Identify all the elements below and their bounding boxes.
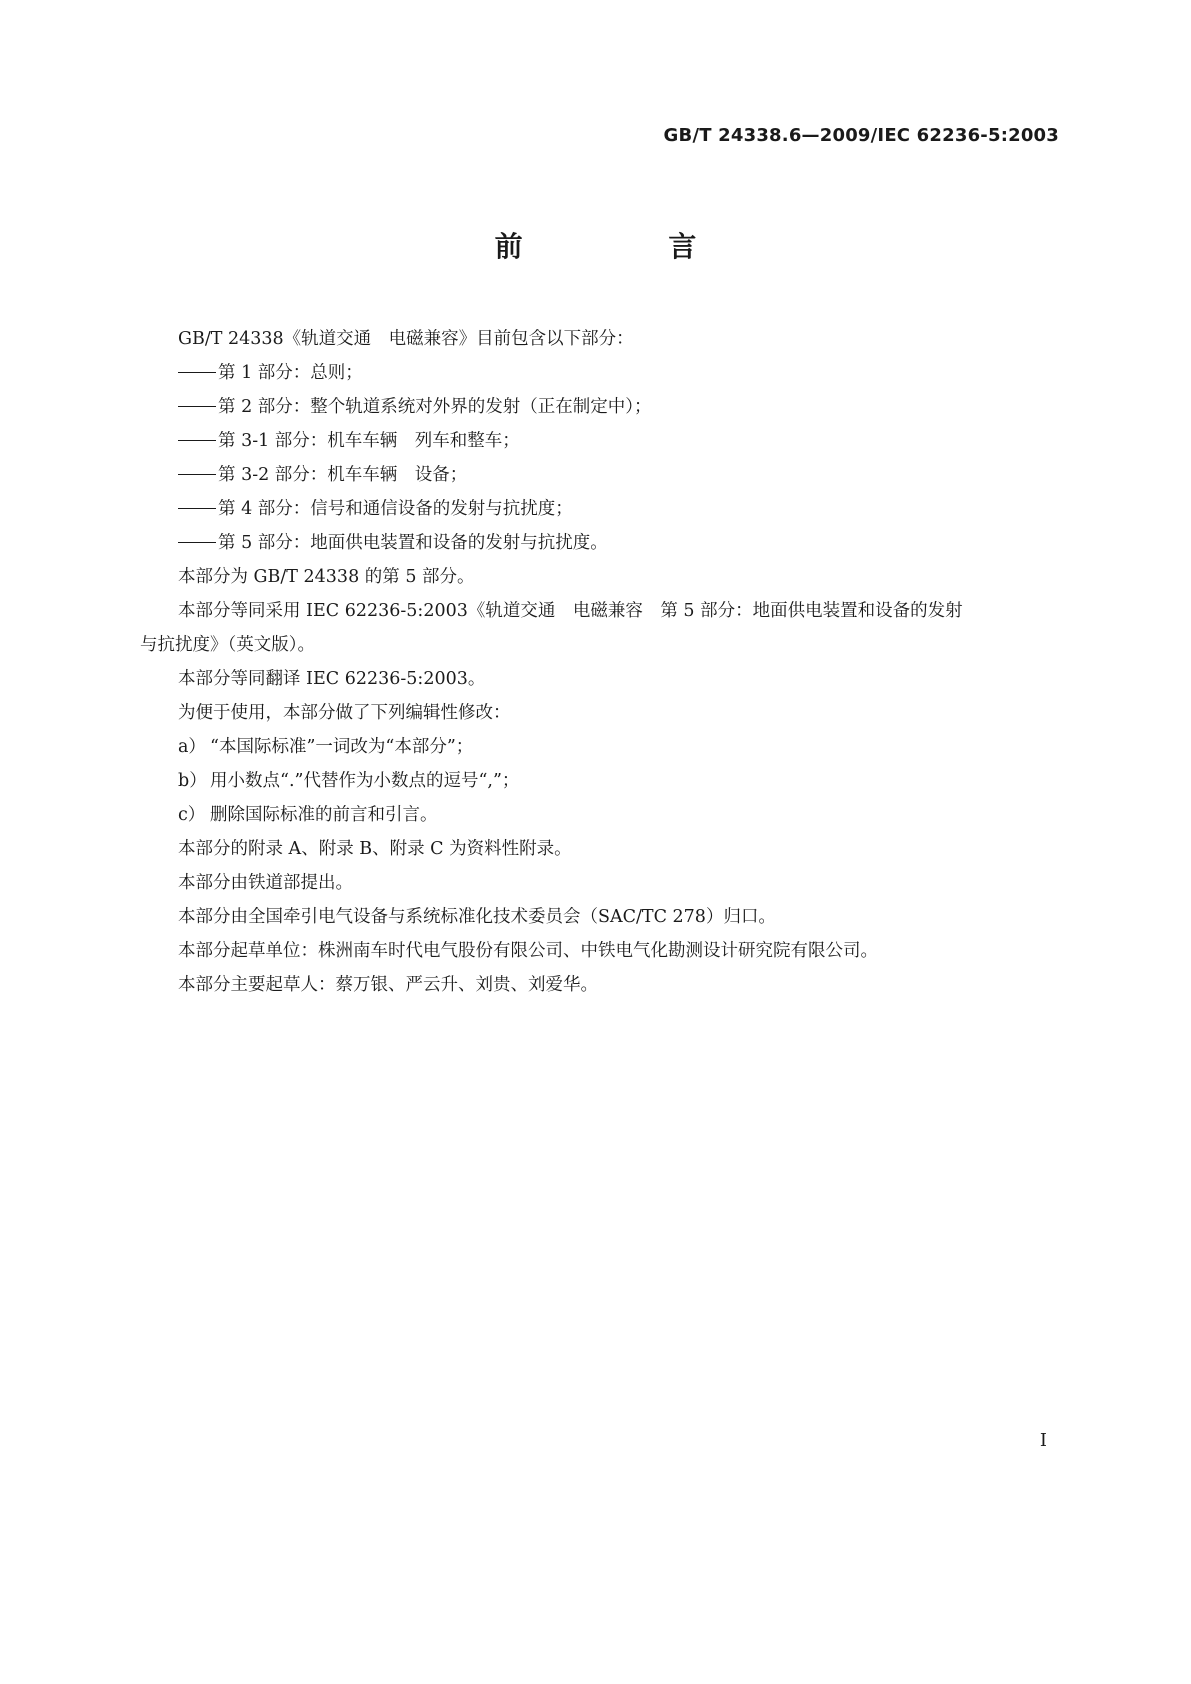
part-list-item: [140, 390, 1060, 424]
edit-marker: a）: [178, 737, 206, 757]
edit-list-item: [140, 798, 1060, 832]
edit-text: 用小数点“.”代替作为小数点的逗号“,”；: [210, 771, 520, 791]
paragraph-part-number: 本部分为 GB/T 24338 的第 5 部分。: [178, 567, 475, 587]
paragraph-adoption-line2: 与抗扰度》（英文版）。: [140, 635, 315, 655]
document-body: [140, 322, 1060, 1002]
dash-mark: [178, 372, 216, 373]
part-list-item: [140, 526, 1060, 560]
part-text: 第 5 部分：地面供电装置和设备的发射与抗扰度。: [218, 533, 608, 553]
edit-text: 删除国际标准的前言和引言。: [210, 805, 438, 825]
paragraph-drafting-units: 本部分起草单位：株洲南车时代电气股份有限公司、中铁电气化勘测设计研究院有限公司。: [178, 941, 878, 961]
part-list-item: [140, 424, 1060, 458]
standard-code: GB/T 24338.6—2009/IEC 62236-5:2003: [663, 125, 1059, 146]
edit-list-item: [140, 730, 1060, 764]
part-text: 第 3-2 部分：机车车辆 设备；: [218, 465, 468, 485]
edit-text: “本国际标准”一词改为“本部分”；: [210, 737, 474, 757]
edit-marker: b）: [178, 771, 207, 791]
part-text: 第 4 部分：信号和通信设备的发射与抗扰度；: [218, 499, 573, 519]
paragraph-adoption-line1: 本部分等同采用 IEC 62236-5:2003《轨道交通 电磁兼容 第 5 部分：地面供电装置和设备的发射: [178, 601, 963, 621]
dash-mark: [178, 440, 216, 441]
part-text: 第 1 部分：总则；: [218, 363, 363, 383]
dash-mark: [178, 474, 216, 475]
paragraph-translation: 本部分等同翻译 IEC 62236-5:2003。: [178, 669, 486, 689]
edit-list-item: [140, 764, 1060, 798]
paragraph-committee: 本部分由全国牵引电气设备与系统标准化技术委员会（SAC/TC 278）归口。: [178, 907, 776, 927]
dash-mark: [178, 406, 216, 407]
paragraph-drafters: 本部分主要起草人：蔡万银、严云升、刘贵、刘爱华。: [178, 975, 598, 995]
edit-marker: c）: [178, 805, 206, 825]
page-number: I: [1039, 1430, 1047, 1451]
paragraph-annexes: 本部分的附录 A、附录 B、附录 C 为资料性附录。: [178, 839, 572, 859]
dash-mark: [178, 542, 216, 543]
part-text: 第 3-1 部分：机车车辆 列车和整车；: [218, 431, 520, 451]
page-title: 前 言: [494, 230, 765, 263]
dash-mark: [178, 508, 216, 509]
part-list-item: [140, 458, 1060, 492]
part-list-item: [140, 356, 1060, 390]
part-text: 第 2 部分：整个轨道系统对外界的发射（正在制定中）；: [218, 397, 652, 417]
paragraph-edits-intro: 为便于使用，本部分做了下列编辑性修改：: [178, 703, 511, 723]
paragraph-proposer: 本部分由铁道部提出。: [178, 873, 353, 893]
part-list-item: [140, 492, 1060, 526]
intro-paragraph: GB/T 24338《轨道交通 电磁兼容》目前包含以下部分：: [178, 329, 634, 349]
